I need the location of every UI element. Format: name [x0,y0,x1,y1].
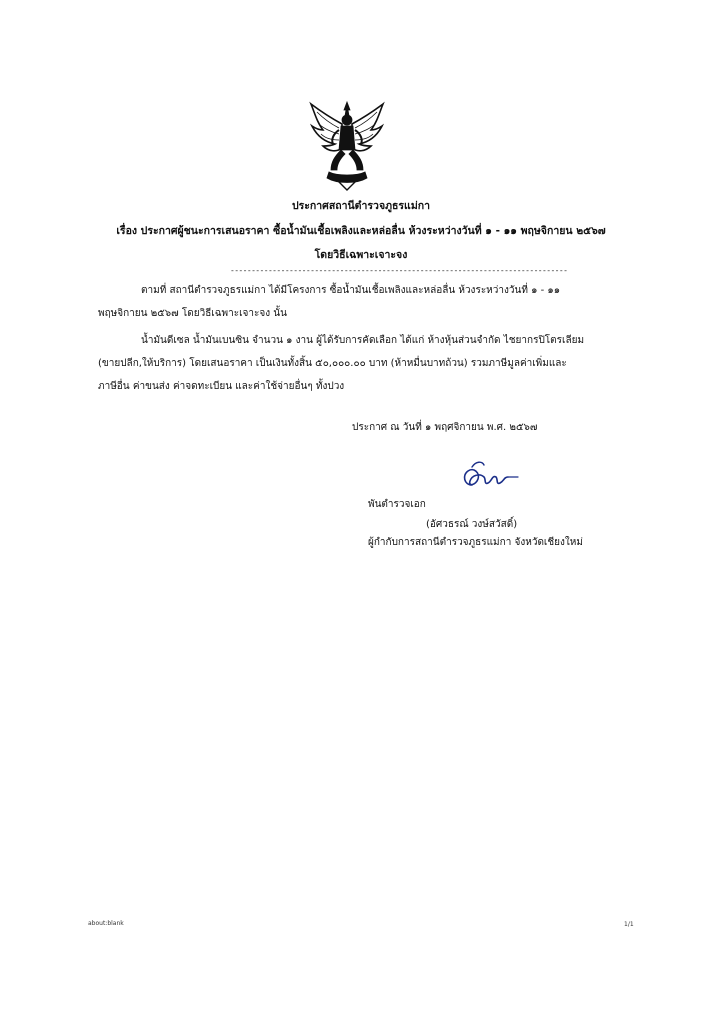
signature-image [458,455,520,495]
paragraph-2-line-3: ภาษีอื่น ค่าขนส่ง ค่าจดทะเบียน และค่าใช้จ่ายอื่นๆ ทั้งปวง [98,381,345,392]
paragraph-2-line-1: น้ำมันดีเซล น้ำมันเบนซิน จำนวน ๑ งาน ผู้ได้รับการคัดเลือก ได้แก่ ห้างหุ้นส่วนจำกัด ไชยากรปิโตรเลียม [141,335,585,346]
signer-position: ผู้กำกับการสถานีตำรวจภูธรแม่กา จังหวัดเชียงใหม่ [368,537,583,548]
garuda-emblem-icon [309,100,385,192]
procurement-method: โดยวิธีเฉพาะเจาะจง [314,249,408,261]
divider: -------------------------------------------------------------------------------- [230,266,568,275]
paragraph-1-line-2: พฤษจิกายน ๒๕๖๗ โดยวิธีเฉพาะเจาะจง นั้น [98,308,287,319]
signer-rank: พันตำรวจเอก [368,499,426,510]
paragraph-1-line-1: ตามที่ สถานีตำรวจภูธรแม่กา ได้มีโครงการ ซื้อน้ำมันเชื้อเพลิงและหล่อลื่น ห้วงระหว่างวันที่ ๑ - ๑๑ [141,285,561,296]
paragraph-2-line-2: (ขายปลีก,ให้บริการ) โดยเสนอราคา เป็นเงินทั้งสิ้น ๕๐,๐๐๐.๐๐ บาท (ห้าหมื่นบาทถ้วน) รวมภาษีมูลค่าเพิ่มและ [98,358,567,369]
signer-name: (อัศวธรณ์ วงษ์สวัสดิ์) [426,519,518,530]
announcement-subject: เรื่อง ประกาศผู้ชนะการเสนอราคา ซื้อน้ำมันเชื้อเพลิงและหล่อลื่น ห้วงระหว่างวันที่ ๑ - ๑๑ พฤษจิกายน ๒๕๖๗ [116,225,606,237]
page-number: 1/1 [624,921,634,928]
announcement-title: ประกาศสถานีตำรวจภูธรแม่กา [291,200,431,212]
footer-url: about:blank [88,920,124,927]
announcement-date: ประกาศ ณ วันที่ ๑ พฤศจิกายน พ.ศ. ๒๕๖๗ [352,422,538,433]
